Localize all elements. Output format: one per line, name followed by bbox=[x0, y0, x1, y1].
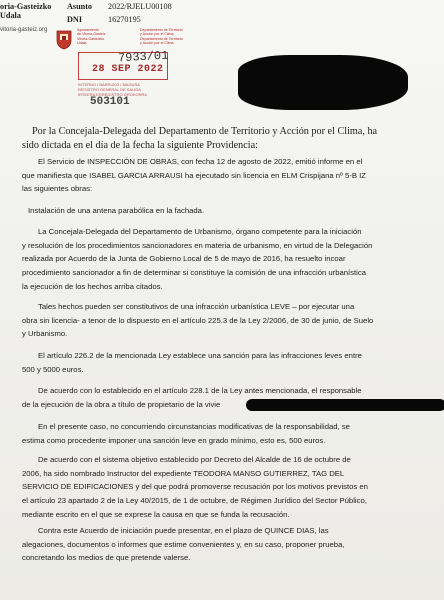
text-line: alegaciones, documentos o informes que estime convenientes y, en su caso, proponer prueba, bbox=[22, 539, 345, 549]
paragraph-procedure bbox=[22, 225, 432, 294]
text-line: 2006, ha sido nombrado Instructor del expediente TEODORA MANSO GUTIERREZ, TAG DEL bbox=[22, 468, 345, 478]
text-line: De acuerdo con el sistema objetivo establecido por Decreto del Alcalde de 16 de octubre de bbox=[38, 455, 351, 464]
intro-paragraph bbox=[22, 125, 432, 152]
exit-register-number: 503101 bbox=[90, 96, 130, 108]
text-line: De acuerdo con lo establecido en el artículo 228.1 de la Ley antes mencionada, el responsable bbox=[38, 386, 362, 395]
text-line: El artículo 226.2 de la mencionada Ley establece una sanción para las infracciones leves entre bbox=[38, 351, 362, 360]
text-line: la ejecución de los hechos arriba citados. bbox=[22, 281, 163, 291]
paragraph-instructor bbox=[22, 453, 432, 522]
text-line: Contra este Acuerdo de iniciación puede presentar, en el plazo de QUINCE DIAS, las bbox=[38, 526, 329, 535]
text-line: obra sin licencia- a tenor de lo dispuesto en el artículo 225.3 de la Ley 2/2006, de 30 de junio, de Suelo bbox=[22, 315, 374, 325]
dni-label: DNI bbox=[67, 15, 83, 24]
header-city: oria-Gasteizko bbox=[0, 2, 52, 11]
paragraph-infraction bbox=[22, 300, 432, 341]
paragraph-works bbox=[22, 204, 432, 218]
exit-register-stamp: INTERNO / BARRUKO / MAGUSA REGISTRO GENERAL DE SALIDA IRTEERA ERREGISTRO OROKORRA bbox=[78, 82, 148, 97]
municipal-stamp-right: Departamento de Territorio y Acción por el Clima Departamento de Territorio y Acción por el Clima bbox=[140, 28, 183, 46]
dni-value: 16270195 bbox=[108, 15, 141, 24]
text-line: Instalación de una antena parabólica en la fachada. bbox=[28, 206, 205, 215]
paragraph-minimum-sanction bbox=[22, 420, 432, 447]
text-line: y resolución de los procedimientos sancionadores en materia de urbanismo, en virtud de la Delegación bbox=[22, 240, 373, 250]
text-line: de la ejecución de la obra a título de propietario de la vivie bbox=[22, 399, 221, 409]
text-line: realizada por Acuerdo de la Junta de Gobierno Local de 5 de mayo de 2016, ha resuelto incoar bbox=[22, 254, 346, 264]
paragraph-sanction-range bbox=[22, 349, 432, 376]
intro-line: Por la Concejala-Delegada del Departamento de Territorio y Acción por el Clima, ha bbox=[32, 126, 378, 137]
text-line: El Servicio de INSPECCIÓN DE OBRAS, con fecha 12 de agosto de 2022, emitió informe en el bbox=[38, 157, 363, 166]
intro-line: sido dictada en el día de la fecha la siguiente Providencia: bbox=[22, 139, 258, 151]
asunto-label: Asunto bbox=[67, 2, 93, 11]
header-url: vitoria-gasteiz.org bbox=[0, 27, 48, 33]
text-line: que manifiesta que ISABEL GARCIA ARRAUSI ha ejecutado sin licencia en ELM Crispijana nº 5-B IZ bbox=[22, 170, 366, 180]
text-line: En el presente caso, no concurriendo circunstancias modificativas de la responsabilidad, se bbox=[38, 422, 350, 431]
text-line: las siguientes obras: bbox=[22, 184, 93, 194]
text-line: concretando los medios de que pretende valerse. bbox=[22, 553, 191, 563]
text-line: y Urbanismo. bbox=[22, 329, 68, 339]
asunto-value: 2022/RJELU00108 bbox=[108, 2, 172, 11]
municipal-stamp-left: Ayuntamiento de Vitoria-Gasteiz Vitoria-Gasteizko Udala bbox=[77, 28, 106, 46]
registration-number: 7933/01 bbox=[117, 48, 169, 66]
text-line: Tales hechos pueden ser constitutivos de una infracción urbanística LEVE – por ejecutar una bbox=[38, 302, 355, 311]
text-line: mediante escrito en el que se exprese la causa en que se funda la recusación. bbox=[22, 509, 290, 519]
redaction-address-block bbox=[238, 55, 408, 110]
registration-date: 28 SEP 2022 bbox=[92, 64, 164, 75]
text-line: el artículo 23 apartado 2 de la Ley 40/2015, de 1 de octubre, de Régimen Jurídico del Sector Público, bbox=[22, 496, 367, 506]
city-seal-icon bbox=[55, 28, 73, 50]
text-line: La Concejala-Delegada del Departamento de Urbanismo, órgano competente para la iniciación bbox=[38, 227, 362, 236]
paragraph-inspection bbox=[22, 155, 432, 196]
text-line: 500 y 5000 euros. bbox=[22, 364, 84, 374]
paragraph-appeal bbox=[22, 524, 432, 565]
text-line: estima como procedente imponer una sanción leve en grado mínimo, esto es, 500 euros. bbox=[22, 435, 326, 445]
header-entity: Udala bbox=[0, 11, 21, 20]
redaction-owner bbox=[246, 399, 444, 411]
text-line: procedimiento sancionador a fin de determinar si constituye la comisión de una infracción urbanística bbox=[22, 268, 366, 278]
text-line: SERVICIO DE EDIFICACIONES y del que podrá promoverse recusación por los motivos previstos en bbox=[22, 482, 368, 492]
